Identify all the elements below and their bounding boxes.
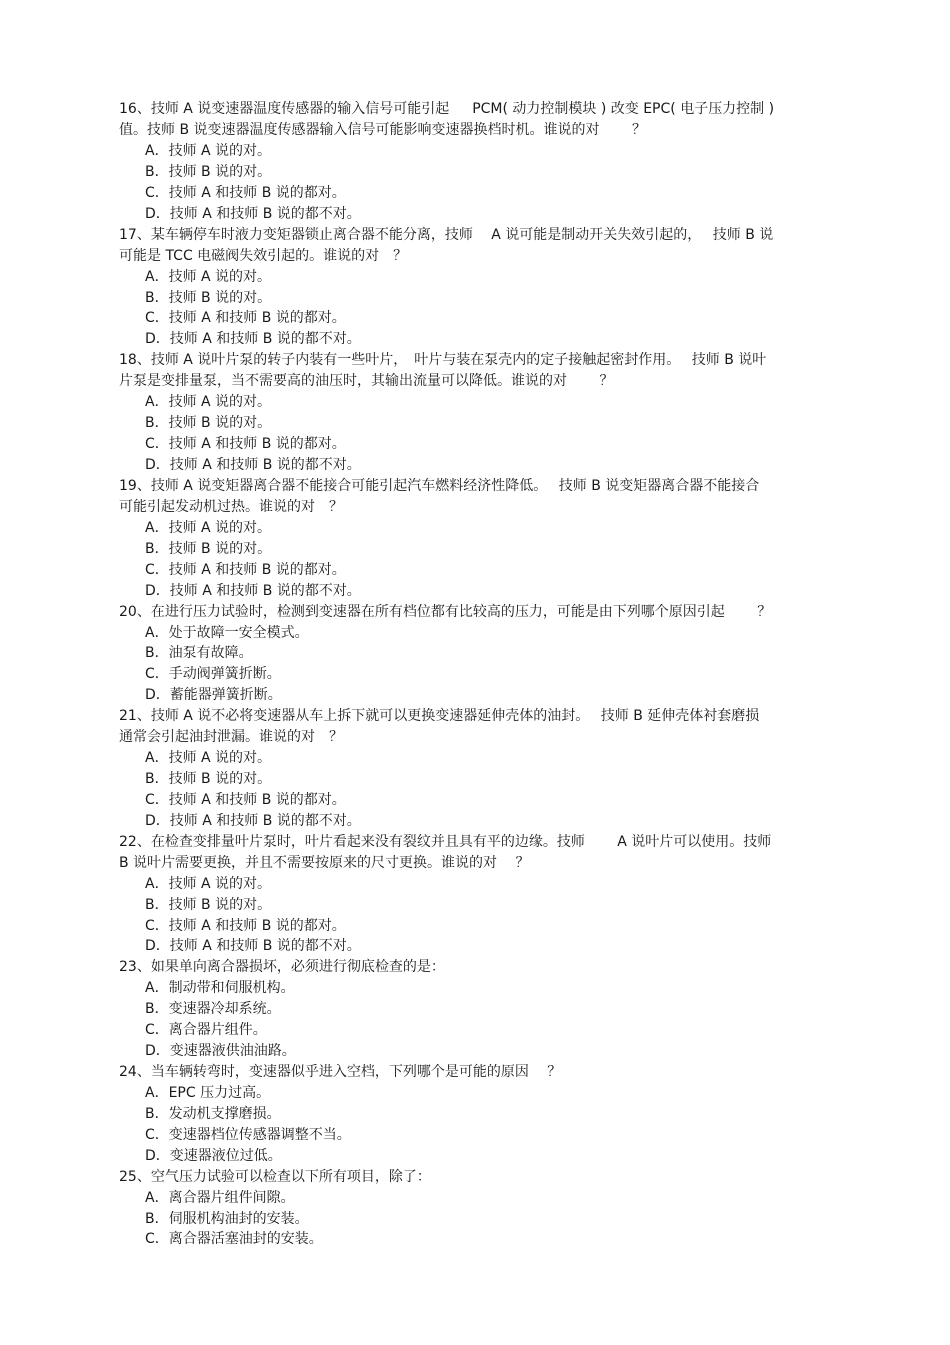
- answer-option: D．技师 A 和技师 B 说的都不对。: [145, 456, 361, 473]
- answer-option: A．离合器片组件间隙。: [145, 1189, 295, 1206]
- question-text: B 说叶片需要更换，并且不需要按原来的尺寸更换。谁说的对 ？: [119, 854, 530, 871]
- question-text: 22、在检查变排量叶片泵时，叶片看起来没有裂纹并且具有平的边缘。技师 A 说叶片可以使用。技师: [119, 833, 772, 850]
- question-text: 21、技师 A 说不必将变速器从车上拆下就可以更换变速器延伸壳体的油封。 技师 B 延伸壳体衬套磨损: [119, 708, 760, 725]
- question-text: 片泵是变排量泵，当不需要高的油压时，其输出流量可以降低。谁说的对 ？: [119, 373, 614, 390]
- answer-option: C．技师 A 和技师 B 说的都对。: [145, 791, 346, 808]
- question-block: [119, 602, 831, 707]
- answer-option: B．伺服机构油封的安装。: [145, 1210, 309, 1227]
- question-text: 25、空气压力试验可以检查以下所有项目，除了：: [119, 1168, 431, 1185]
- answer-option: D．技师 A 和技师 B 说的都不对。: [145, 582, 361, 599]
- answer-option: B．技师 B 说的对。: [145, 540, 272, 557]
- answer-option: B．技师 B 说的对。: [145, 415, 272, 432]
- answer-option: A．处于故障一安全模式。: [145, 624, 309, 641]
- answer-option: C．技师 A 和技师 B 说的都对。: [145, 561, 346, 578]
- question-block: [119, 1167, 831, 1251]
- question-block: [119, 99, 831, 225]
- answer-option: A．技师 A 说的对。: [145, 875, 272, 892]
- answer-option: B．变速器冷却系统。: [145, 1001, 281, 1018]
- answer-option: C．技师 A 和技师 B 说的都对。: [145, 310, 346, 327]
- question-text: 16、技师 A 说变速器温度传感器的输入信号可能引起 PCM( 动力控制模块 ) 改变 EPC( 电子压力控制 ): [119, 101, 775, 117]
- answer-option: B．技师 B 说的对。: [145, 771, 272, 788]
- question-text: 20、在进行压力试验时，检测到变速器在所有档位都有比较高的压力，可能是由下列哪个原因引起 ？: [119, 603, 772, 620]
- answer-option: C．变速器档位传感器调整不当。: [145, 1126, 351, 1143]
- question-block: [119, 957, 831, 1062]
- answer-option: A．制动带和伺服机构。: [145, 980, 295, 997]
- question-text: 24、当车辆转弯时，变速器似乎进入空档，下列哪个是可能的原因 ？: [119, 1064, 562, 1080]
- question-text: 18、技师 A 说叶片泵的转子内装有一些叶片， 叶片与装在泵壳内的定子接触起密封作用。 技师 B 说叶: [119, 352, 767, 369]
- question-block: [119, 706, 831, 832]
- question-block: [119, 350, 831, 476]
- answer-option: C．手动阀弹簧折断。: [145, 666, 281, 683]
- answer-option: B．技师 B 说的对。: [145, 289, 272, 306]
- answer-option: C．技师 A 和技师 B 说的都对。: [145, 436, 346, 453]
- question-list: [119, 99, 831, 1250]
- answer-option: D．技师 A 和技师 B 说的都不对。: [145, 331, 361, 348]
- answer-option: A．技师 A 说的对。: [145, 750, 272, 767]
- question-text: 通常会引起油封泄漏。谁说的对 ？: [119, 729, 343, 746]
- answer-option: D．变速器液位过低。: [145, 1147, 282, 1164]
- answer-option: A．技师 A 说的对。: [145, 394, 272, 411]
- question-text: 17、某车辆停车时液力变矩器锁止离合器不能分离，技师 A 说可能是制动开关失效引起的， 技师 B 说: [119, 226, 774, 243]
- answer-option: D．变速器液供油油路。: [145, 1043, 296, 1060]
- answer-option: C．技师 A 和技师 B 说的都对。: [145, 917, 346, 934]
- answer-option: D．蓄能器弹簧折断。: [145, 687, 282, 704]
- question-text: 值。技师 B 说变速器温度传感器输入信号可能影响变速器换档时机。谁说的对 ？: [119, 122, 646, 138]
- question-block: [119, 832, 831, 958]
- answer-option: C．离合器片组件。: [145, 1022, 267, 1039]
- question-text: 可能是 TCC 电磁阀失效引起的。谁说的对 ？: [119, 247, 408, 264]
- question-block: [119, 476, 831, 602]
- answer-option: A．技师 A 说的对。: [145, 268, 272, 285]
- answer-option: B．发动机支撑磨损。: [145, 1105, 281, 1122]
- answer-option: A．技师 A 说的对。: [145, 519, 272, 536]
- question-block: [119, 1062, 831, 1167]
- answer-option: B．技师 B 说的对。: [145, 163, 272, 180]
- answer-option: B．油泵有故障。: [145, 645, 253, 662]
- question-block: [119, 225, 831, 351]
- answer-option: D．技师 A 和技师 B 说的都不对。: [145, 938, 361, 955]
- question-text: 19、技师 A 说变矩器离合器不能接合可能引起汽车燃料经济性降低。 技师 B 说变矩器离合器不能接合: [119, 477, 760, 494]
- answer-option: A．EPC 压力过高。: [145, 1085, 271, 1101]
- question-text: 可能引起发动机过热。谁说的对 ？: [119, 498, 343, 515]
- answer-option: C．技师 A 和技师 B 说的都对。: [145, 184, 346, 201]
- answer-option: A．技师 A 说的对。: [145, 143, 272, 159]
- answer-option: B．技师 B 说的对。: [145, 896, 272, 913]
- answer-option: D．技师 A 和技师 B 说的都不对。: [145, 812, 361, 829]
- question-text: 23、如果单向离合器损坏，必须进行彻底检查的是：: [119, 959, 445, 976]
- answer-option: C．离合器活塞油封的安装。: [145, 1231, 323, 1248]
- answer-option: D．技师 A 和技师 B 说的都不对。: [145, 205, 361, 222]
